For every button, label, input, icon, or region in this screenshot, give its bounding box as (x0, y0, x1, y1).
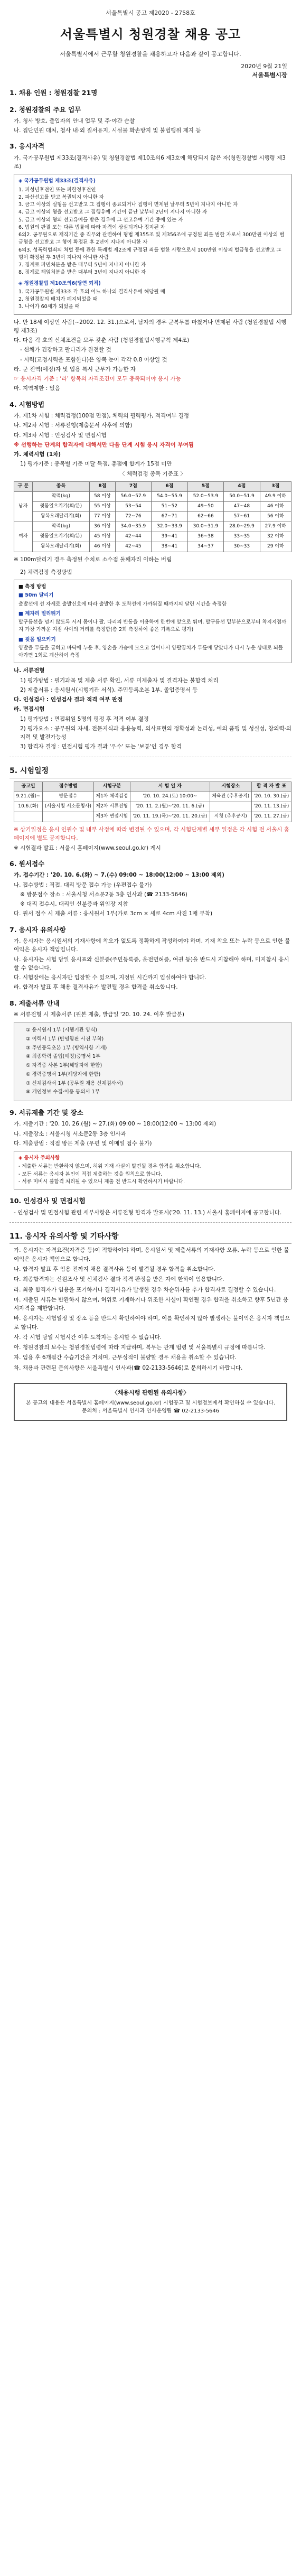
measure-item-title: ■ 제자리 멀리뛰기 (18, 610, 61, 617)
table-cell: 42~44 (115, 532, 152, 542)
section-4-title: 4. 시험방법 (10, 400, 45, 408)
physical-table-note: ※ 100m달리기 경우 측정된 수치로 소수점 둘째자리 이하는 버림 (14, 556, 172, 563)
table-cell: 46 이상 (90, 542, 116, 552)
list-item: - 제출한 서류는 반환하지 않으며, 허위 기재 사실이 발견될 경우 합격을 취소합니다. (18, 1164, 201, 1170)
measure-method-title: 2) 체력검정 측정방법 (20, 569, 72, 575)
section-4-note: ※ 선행하는 단계의 합격자에 대해서만 다음 단계 시험 응시 자격이 부여됨 (14, 441, 194, 448)
physical-table-wrap (14, 481, 291, 552)
measure-item-text: 양발을 무릎을 굽히고 바닥에 누운 후, 양손을 가슴에 모으고 일어나서 양팔꿈치가 무릎에 닿았다가 다시 누운 상태로 되돌아가면 1회로 계산하여 측정 (18, 645, 284, 659)
section-2 (10, 105, 291, 135)
table-cell (43, 812, 94, 822)
schedule-table-wrap (14, 782, 291, 822)
section-10 (10, 1196, 291, 1217)
table-cell: 53~54 (115, 501, 152, 512)
table-cell: 47~48 (224, 501, 260, 512)
table-header-cell: 4점 (224, 481, 260, 491)
list-item: 아. 청원경찰의 보수는 청원경찰법령에 따라 지급하며, 복무는 관계 법령 및 서울특별시 규정에 따릅니다. (14, 1344, 266, 1351)
table-header-cell: 구 분 (14, 481, 33, 491)
table-cell: 36 이상 (90, 522, 116, 532)
retirement-item: 3. 나이가 60세가 되었을 때 (18, 304, 80, 310)
table-cell: 33~35 (224, 532, 260, 542)
footer-title: 〈채용시행 관련된 유의사항〉 (111, 1389, 190, 1396)
table-cell: 30.0~31.9 (187, 522, 224, 532)
notice-title: 서울특별시 청원경찰 채용 공고 (60, 27, 241, 42)
table-cell: '20. 10. 30.(금) (251, 792, 291, 802)
table-cell (210, 802, 251, 812)
table-cell: 왕복오래달리기(회) (32, 512, 90, 522)
table-cell: 52.0~53.9 (187, 491, 224, 501)
section-9-line-3: 다. 제출방법 : 직접 방문 제출 (우편 및 이메일 접수 불가) (14, 1140, 152, 1147)
disqualification-item: 6. 법원의 판결 또는 다른 법률에 따라 자격이 상실되거나 정지된 자 (18, 224, 165, 230)
table-cell: 27.9 이하 (260, 522, 291, 532)
table-cell: 윗몸일으키기(회/분) (32, 501, 90, 512)
table-row (14, 512, 291, 522)
table-header-cell: 7점 (115, 481, 152, 491)
table-cell: 56 이하 (260, 512, 291, 522)
divider (10, 1222, 291, 1223)
physical-test-title: 가. 체력시험 (1차) (14, 451, 61, 458)
section-3-title: 3. 응시자격 (10, 142, 45, 151)
disqualification-item: 4. 금고 이상의 형을 선고받고 그 집행유예 기간이 끝난 날부터 2년이 지나지 아니한 자 (18, 209, 208, 216)
disqualification-box-title: ◈ 국가공무원법 제33조(결격사유) (18, 178, 96, 184)
section-4 (10, 399, 291, 751)
footer-line-2: 문의처 : 서울특별시 인사과 인사운영팀 ☎ 02-2133-5646 (81, 1408, 220, 1415)
table-cell: 46 이하 (260, 501, 291, 512)
measure-item-title: ■ 윗몸 일으키기 (18, 636, 56, 643)
required-documents-box (14, 1022, 291, 1101)
section-8 (10, 998, 291, 1101)
list-item: 바. 응시자는 시험일정 및 장소 등을 반드시 확인하여야 하며, 이를 확인하지 않아 발생하는 불이익은 응시자 책임으로 합니다. (14, 1315, 290, 1331)
schedule-note-1: ※ 상기일정은 응시 인원수 및 내부 사정에 따라 변경될 수 있으며, 각 시험단계별 세부 일정은 각 시험 전 서울시 홈페이지에 별도 공지합니다. (14, 826, 289, 842)
table-header-cell: 3점 (260, 481, 291, 491)
section-3-line-3a: - 신체가 건강하고 팔다리가 완전할 것 (20, 347, 111, 354)
document-review-line-2: 2) 제출서류 : 응시원서(시행기관 서식), 주민등록초본 1부, 졸업증명서 등 (20, 686, 198, 693)
section-5-title: 5. 시험일정 (10, 766, 291, 779)
table-cell: 57~61 (224, 512, 260, 522)
section-6-line-1: 가. 접수기간 : '20. 10. 6.(화) ~ 7.(수) 09:00 ~ 18:00(12:00 ~ 13:00 제외) (14, 872, 224, 879)
measure-box-title: ■ 측정 방법 (18, 584, 46, 590)
table-header-cell: 6점 (152, 481, 188, 491)
table-header-cell: 8점 (90, 481, 116, 491)
section-8-intro: ※ 서류전형 시 제출서류 (원본 제출, 발급일 '20. 10. 24. 이후 발급분) (14, 1011, 185, 1018)
table-cell: 55 이상 (90, 501, 116, 512)
table-header-cell: 공고일 (14, 782, 43, 792)
table-cell: 34.0~35.9 (115, 522, 152, 532)
notice-issuer: 서울특별시장 (252, 71, 287, 79)
disqualification-item: 2. 파산선고를 받고 복권되지 아니한 자 (18, 194, 104, 200)
list-item: ⑧ 개인정보 수집·이용 동의서 1부 (26, 1089, 100, 1095)
table-cell: 방문접수 (43, 792, 94, 802)
section-3-line-3b: - 시력(교정시력을 포함한다)은 양쪽 눈이 각각 0.8 이상일 것 (20, 356, 167, 363)
list-item: ⑥ 경력증명서 1부(해당자에 한함) (26, 1071, 101, 1077)
table-cell: 56.0~57.9 (115, 491, 152, 501)
table-cell: 32 이하 (260, 532, 291, 542)
section-6-line-2a: ※ 방문접수 장소 : 서울시청 서소문2동 3층 인사과 (☎ 2133-5646) (20, 891, 187, 898)
section-7 (10, 925, 291, 992)
table-cell: '20. 11. 2.(월)~'20. 11. 6.(금) (130, 802, 210, 812)
list-item: ① 응시원서 1부 (시행기관 양식) (26, 1027, 97, 1034)
list-item: 자. 임용 후 6개월간 수습기간을 거치며, 근무성적이 불량할 경우 채용을 취소할 수 있습니다. (14, 1354, 237, 1361)
list-item: - 모든 서류는 응시자 본인이 직접 제출하는 것을 원칙으로 합니다. (18, 1171, 163, 1177)
table-row (14, 522, 291, 532)
section-10-title: 10. 인성검사 및 면접시험 (10, 1197, 86, 1205)
disqualification-item: 3. 금고 이상의 실형을 선고받고 그 집행이 종료되거나 집행이 면제된 날부터 5년이 지나지 아니한 자 (18, 202, 238, 208)
section-10-line-1: - 인성검사 및 면접시험 관련 세부사항은 서류전형 합격자 발표시('20. 11. 13.) 서울시 홈페이지에 공고합니다. (14, 1209, 282, 1216)
table-cell: 38~41 (152, 542, 188, 552)
section-4-line-3: 다. 제3차 시험 : 인성검사 및 면접시험 (14, 432, 107, 439)
measure-method-box (14, 580, 291, 663)
schedule-table (14, 782, 291, 822)
table-cell: '20. 11. 19.(목)~'20. 11. 20.(금) (130, 812, 210, 822)
personality-test-title: 다. 인성검사 : 인성검사 결과 적격 여부 판정 (14, 696, 123, 703)
section-11 (10, 1231, 291, 1372)
section-3-line-4: 라. 군 전역(예정)자 및 입용 특시 근무가 가능한 자 (14, 366, 136, 373)
caution-box (14, 1151, 291, 1189)
footer-notice-box (14, 1383, 287, 1421)
disqualification-item: 8. 징계로 해임처분을 받은 때부터 3년이 지나지 아니한 자 (18, 269, 146, 276)
table-cell: (서울시청 서소문청사) (43, 802, 94, 812)
table-cell: 체육관 (추후공지) (210, 792, 251, 802)
retirement-box-title: ◈ 청원경찰법 제10조의6(당연 퇴직) (18, 280, 101, 286)
section-9-title: 9. 서류제출 기간 및 장소 (10, 1108, 83, 1117)
table-cell: 42~45 (115, 542, 152, 552)
list-item: ④ 최종학력 졸업(예정)증명서 1부 (26, 1054, 101, 1060)
table-cell: 시청 (추후공지) (210, 812, 251, 822)
notice-lead: 서울특별시에서 근무할 청원경찰을 채용하고자 다음과 같이 공고합니다. (60, 51, 241, 58)
section-4-line-2: 나. 제2차 시험 : 서류전형(제출문서 사후에 의함) (14, 422, 133, 429)
table-cell: 왕복오래달리기(회) (32, 542, 90, 552)
section-6 (10, 859, 291, 918)
table-cell: 36~38 (187, 532, 224, 542)
table-header-cell: 종목 (32, 481, 90, 491)
table-cell: 제2차 서류전형 (93, 802, 130, 812)
table-cell: 악력(kg) (32, 491, 90, 501)
physical-table-header-row (14, 481, 291, 491)
section-1 (10, 88, 291, 98)
document-review-title: 나. 서류전형 (14, 667, 45, 674)
schedule-header-row (14, 782, 291, 792)
list-item: 사. 각 시험 당일 시험시간 이후 도착자는 응시할 수 없습니다. (14, 1334, 162, 1341)
list-item: - 서류 미비시 불합격 처리될 수 있으니 제출 전 반드시 확인하시기 바랍니다. (18, 1178, 185, 1185)
table-cell: 34~37 (187, 542, 224, 552)
section-2-title: 2. 청원경찰의 주요 업무 (10, 105, 81, 114)
caution-box-title: ◈ 응시자 주의사항 (18, 1155, 60, 1161)
retirement-item: 2. 청원경찰의 배치가 폐지되었을 때 (18, 296, 98, 303)
table-cell: 62~66 (187, 512, 224, 522)
list-item: 나. 응시자는 시험 당일 응시표와 신분증(주민등록증, 운전면허증, 여권 등)을 반드시 지참해야 하며, 미지참시 응시할 수 없습니다. (14, 956, 289, 971)
section-8-title: 8. 제출서류 안내 (10, 999, 60, 1007)
section-4-line-1: 가. 제1차 시험 : 체력검정(100점 만점), 체력의 필력평가, 적격여부 결정 (14, 413, 190, 420)
interview-line-2: 2) 평가요소 : 공무원의 자세, 전문지식과 응용능력, 의사표현의 정확성과 논리성, 예의 품행 및 성실성, 창의력·의지력 및 발전가능성 (20, 725, 291, 741)
table-cell: 32.0~33.9 (152, 522, 188, 532)
table-header-cell: 시 험 일 자 (130, 782, 210, 792)
table-cell: 제3차 면접시험 (93, 812, 130, 822)
table-header-cell: 시험장소 (210, 782, 251, 792)
table-cell: '20. 10. 24.(토) 10:00~ (130, 792, 210, 802)
schedule-note-2: ※ 시험결과 발표 : 서울시 홈페이지(www.seoul.go.kr) 게시 (14, 844, 161, 851)
list-item: ⑦ 신체검사서 1부 (공무원 채용 신체검사서) (26, 1080, 123, 1086)
notice-date: 2020년 9월 21일 (241, 63, 287, 70)
section-3-line-5: 마. 지역제한 : 없음 (14, 385, 60, 392)
section-3-line-1: 가. 국가공무원법 제33조(결격사유) 및 청원경찰법 제10조의6 제3호에 해당되지 않은 자(청원경찰법 시행령 제3조) (14, 154, 286, 170)
interview-title: 라. 면접시험 (14, 706, 45, 713)
section-6-line-2: 나. 접수방법 : 직접, 대리 방문 접수 가능 (우편접수 불가) (14, 881, 152, 888)
list-item: 가. 응시자는 자격요건(자격증 등)이 적합하여야 하며, 응시원서 및 제출서류의 기재사항 오류, 누락 등으로 인한 불이익은 응시자 책임으로 합니다. (14, 1247, 289, 1262)
section-9-line-1: 가. 제출기간 : '20. 10. 26.(월) ~ 27.(화) 09:00 ~ 18:00(12:00 ~ 13:00 제외) (14, 1121, 217, 1128)
disqualification-item: 6의2. 공무원으로 재직기간 중 직무와 관련하여 형법 제355조 및 제356조에 규정된 죄를 범한 자로서 300만원 이상의 벌금형을 선고받고 그 형이 확정된 후 2년이 지나지 아니한 자 (18, 232, 285, 246)
section-7-title: 7. 응시자 유의사항 (10, 925, 66, 934)
table-cell (14, 812, 43, 822)
table-cell: 50.0~51.9 (224, 491, 260, 501)
section-9-line-2: 나. 제출장소 : 서울시청 서소문2동 3층 인사과 (14, 1130, 126, 1137)
table-header-cell: 5점 (187, 481, 224, 491)
table-row (14, 532, 291, 542)
list-item: ② 이력서 1부 (반명함판 사진 부착) (26, 1036, 104, 1042)
table-row (14, 491, 291, 501)
section-1-title: 1. 채용 인원 : 청원경찰 21명 (10, 89, 98, 97)
table-cell: 49~50 (187, 501, 224, 512)
measure-item-title: ■ 50m 달리기 (18, 592, 54, 599)
table-cell: 39~41 (152, 532, 188, 542)
list-item: 다. 최종합격자는 신원조사 및 신체검사 결과 적격 판정을 받은 자에 한하여 임용합니다. (14, 1276, 224, 1283)
interview-line-3: 3) 합격자 결정 : 면접시험 평가 결과 '우수' 또는 '보통'인 경우 합격 (20, 743, 182, 750)
table-cell: 9.21.(월)~ (14, 792, 43, 802)
disqualification-box (14, 174, 291, 314)
table-cell: 77 이상 (90, 512, 116, 522)
table-row (14, 501, 291, 512)
table-header-cell: 접수방법 (43, 782, 94, 792)
table-cell: 악력(kg) (32, 522, 90, 532)
table-row (14, 812, 291, 822)
section-3-line-2: 나. 만 18세 이상인 사람(~2002. 12. 31.)으로서, 남자의 경우 군복무를 마쳤거나 면제된 사람 (청원경찰법 시행령 제3조) (14, 319, 287, 334)
interview-line-1: 1) 평가방법 : 면접위원 5명의 평정 후 적격 여부 결정 (20, 715, 149, 722)
table-header-cell: 합 격 자 발 표 (251, 782, 291, 792)
section-11-title: 11. 응시자 유의사항 및 기타사항 (10, 1231, 291, 1244)
document-review-line-1: 1) 평가방법 : 필기과목 및 제출 서류 확인, 서류 미제출자 및 결격자는 불합격 처리 (20, 677, 219, 684)
table-cell: 윗몸일으키기(회/분) (32, 532, 90, 542)
table-row (14, 792, 291, 802)
list-item: ③ 주민등록초본 1부 (병역사항 기재) (26, 1045, 107, 1051)
disqualification-item: 5. 금고 이상의 형의 선고유예를 받은 경우에 그 선고유예 기간 중에 있는 자 (18, 217, 183, 223)
section-3-line-3: 다. 다음 각 호의 신체조건을 모두 갖춘 사람 (청원경찰법시행규칙 제4조) (14, 337, 190, 344)
table-cell: 67~71 (152, 512, 188, 522)
physical-test-table (14, 481, 291, 552)
table-header-cell: 시험구분 (93, 782, 130, 792)
section-3 (10, 141, 291, 393)
measure-item-text: 발구름선을 넘지 않도록 서서 몸이나 팔, 다리의 반동을 이용하여 한번에 앞으로 뛰며, 발구름선 밑부분으로부터 착지지점까지 가장 가까운 지점 사이의 거리를 측정함(총 2회 측정하여 좋은 기록으로 평가) (18, 619, 287, 633)
section-3-line-4-note: ☞ 응시자격 기준 : ‘라’ 항목의 자격조건이 모두 충족되어야 응시 가능 (14, 376, 181, 383)
table-row (14, 542, 291, 552)
table-row (14, 802, 291, 812)
retirement-item: 1. 국가공무원법 제33조 각 호의 어느 하나의 결격사유에 해당될 때 (18, 289, 165, 295)
table-cell: 10.6.(화) (14, 802, 43, 812)
table-cell: '20. 11. 27.(금) (251, 812, 291, 822)
table-cell: 29 이하 (260, 542, 291, 552)
section-6-line-2b: ※ 대리 접수시, 대리인 신분증과 위임장 지참 (20, 901, 128, 908)
section-6-title: 6. 원서접수 (10, 859, 45, 868)
table-cell: 28.0~29.9 (224, 522, 260, 532)
section-2-line-2: 나. 집단민원 대처, 청사 내·외 질서유지, 시설물 화손방지 및 불법행위 제지 등 (14, 127, 201, 134)
list-item: 차. 채용과 관련된 문의사항은 서울특별시 인사과(☎ 02-2133-5646)로 문의하시기 바랍니다. (14, 1364, 243, 1371)
list-item: ⑤ 자격증 사본 1부(해당자에 한함) (26, 1063, 102, 1069)
physical-test-criteria: 1) 평가기준 : 종목별 기준 미달 득점, 총점에 합계가 15점 미만 (20, 461, 172, 468)
section-2-line-1: 가. 청사 방호, 출입자의 안내 업무 및 주·야간 순찰 (14, 117, 135, 124)
table-cell: 58 이상 (90, 491, 116, 501)
list-item: 나. 합격자 발표 후 임용 전까지 채용 결격사유 등이 발견될 경우 합격을 취소합니다. (14, 1266, 215, 1272)
section-9 (10, 1108, 291, 1189)
disqualification-item: 7. 징계로 파면처분을 받은 때부터 5년이 지나지 아니한 자 (18, 262, 146, 268)
list-item: 라. 최종 합격자가 임용을 포기하거나 결격사유가 발생한 경우 차순위자를 추가 합격자로 결정할 수 있습니다. (14, 1286, 276, 1293)
disqualification-item: 6의3. 성폭력범죄의 처벌 등에 관한 특례법 제2조에 규정된 죄를 범한 사람으로서 100만원 이상의 벌금형을 선고받고 그 형이 확정된 후 3년이 지나지 아니한 사람 (18, 247, 281, 261)
table-cell: 49.9 이하 (260, 491, 291, 501)
table-cell: 51~52 (152, 501, 188, 512)
list-item: 마. 제출된 서류는 반환하지 않으며, 허위로 기재하거나 위조한 사실이 확인될 경우 합격을 취소하고 향후 5년간 응시자격을 제한합니다. (14, 1296, 288, 1312)
table-cell: 72~76 (115, 512, 152, 522)
physical-table-caption: 〈 체력검정 종목 기준표 〉 (119, 470, 186, 477)
list-item: 가. 응시자는 응시원서의 기재사항에 착오가 없도록 정확하게 작성하여야 하며, 기재 착오 또는 누락 등으로 인한 불이익은 응시자 책임입니다. (14, 937, 290, 953)
table-cell: 45 이상 (90, 532, 116, 542)
section-6-line-3: 다. 원서 접수 시 제출 서류 : 응시원서 1부(가로 3cm × 세로 4cm 사진 1매 부착) (14, 910, 213, 917)
list-item: 다. 시험장에는 응시자만 입장할 수 있으며, 지정된 시간까지 입실하여야 합니다. (14, 974, 206, 981)
table-cell: '20. 11. 13.(금) (251, 802, 291, 812)
list-item: 라. 합격자 발표 후 채용 결격사유가 발견될 경우 합격을 취소합니다. (14, 984, 178, 991)
section-5 (10, 766, 291, 852)
measure-item-text: 출발선에 선 자세로 출발신호에 따라 출발한 후 도착선에 가까워질 때까지의 달린 시간을 측정함 (18, 601, 227, 607)
notice-number: 서울특별시 공고 제2020 - 2758호 (106, 10, 195, 16)
table-cell: 30~33 (224, 542, 260, 552)
table-cell: 제1차 체력검정 (93, 792, 130, 802)
footer-line-1: 본 공고의 내용은 서울특별시 홈페이지(www.seoul.go.kr) 시험공고 및 시험정보에서 확인하실 수 있습니다. (25, 1400, 276, 1406)
table-cell: 여자 (14, 522, 33, 552)
table-cell: 남자 (14, 491, 33, 522)
disqualification-item: 1. 피성년후견인 또는 피한정후견인 (18, 187, 96, 193)
table-cell: 54.0~55.9 (152, 491, 188, 501)
